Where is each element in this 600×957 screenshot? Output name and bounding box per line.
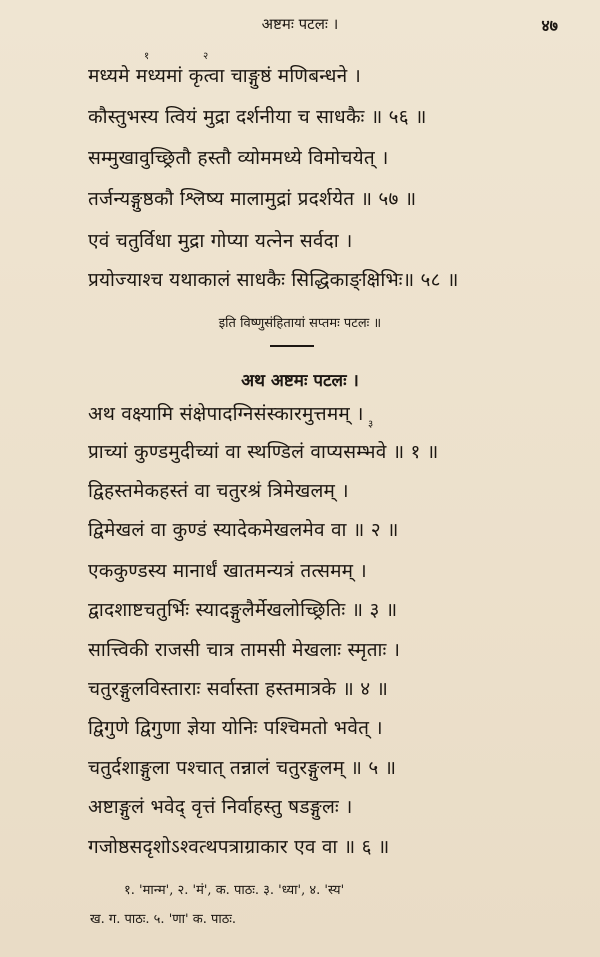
verse-line: चतुर्दशाङ्गुला पश्चात् तन्नालं चतुरङ्गुलम् ॥ ५ ॥: [88, 757, 397, 779]
verse-line: द्वादशाष्टचतुर्भिः स्यादङ्गुलैर्मेखलोच्छ्रितिः ॥ ३ ॥: [88, 599, 398, 621]
verse-line: तर्जन्यङ्गुष्ठकौ श्लिष्य मालामुद्रां प्रदर्शयेत ॥ ५७ ॥: [88, 188, 417, 210]
verse-line: द्विगुणे द्विगुणा ज्ञेया योनिः पश्चिमतो भवेत् ।: [88, 717, 383, 739]
verse-line: द्विहस्तमेकहस्तं वा चतुरश्रं त्रिमेखलम् ।: [88, 480, 349, 502]
chapter-colophon: इति विष्णुसंहितायां सप्तमः पटलः ॥: [218, 316, 382, 331]
verse-line: अथ वक्ष्यामि संक्षेपादग्निसंस्कारमुत्तमम् ।: [88, 403, 364, 425]
chapter-heading: अथ अष्टमः पटलः ।: [241, 371, 359, 391]
verse-line: प्राच्यां कुण्डमुदीच्यां वा स्थण्डिलं वाप्यसम्भवे ॥ १ ॥: [88, 441, 439, 463]
footnote-marker: ३: [368, 419, 374, 430]
footnote-line: ख. ग. पाठः. ५. 'णा' क. पाठः.: [90, 912, 237, 927]
verse-line: सात्त्विकी राजसी चात्र तामसी मेखलाः स्मृताः ।: [88, 639, 401, 661]
verse-line: द्विमेखलं वा कुण्डं स्यादेकमेखलमेव वा ॥ २ ॥: [88, 519, 399, 541]
page-number: ४७: [541, 16, 558, 35]
verse-line: गजोष्ठसदृशोऽश्वत्थपत्राग्राकार एव वा ॥ ६ ॥: [88, 836, 390, 858]
verse-line: सम्मुखावुच्छ्रितौ हस्तौ व्योममध्ये विमोचयेत् ।: [88, 147, 389, 169]
footnote-line: १. 'मान्म', २. 'मं', क. पाठः. ३. 'ध्या', ४. 'स्य': [124, 883, 345, 898]
running-header: [0, 14, 600, 40]
running-title: अष्टमः पटलः ।: [261, 15, 339, 33]
verse-line: एककुण्डस्य मानार्धं खातमन्यत्रं तत्समम् ।: [88, 560, 367, 582]
footnote-marker: २: [203, 51, 209, 62]
verse-line: मध्यमे मध्यमां कृत्वा चाङ्गुष्ठं मणिबन्धने ।: [88, 65, 361, 87]
verse-line: एवं चतुर्विधा मुद्रा गोप्या यत्नेन सर्वदा ।: [88, 230, 353, 252]
verse-line: अष्टाङ्गुलं भवेद् वृत्तं निर्वाहस्तु षडङ्गुलः ।: [88, 796, 353, 818]
footnote-marker: १: [144, 51, 150, 62]
verse-line: प्रयोज्याश्च यथाकालं साधकैः सिद्धिकाङ्क्षिभिः॥ ५८ ॥: [88, 269, 459, 291]
verse-line: चतुरङ्गुलविस्ताराः सर्वास्ता हस्तमात्रके ॥ ४ ॥: [88, 678, 389, 700]
section-divider: [270, 345, 314, 347]
verse-line: कौस्तुभस्य त्वियं मुद्रा दर्शनीया च साधकैः ॥ ५६ ॥: [88, 106, 427, 128]
